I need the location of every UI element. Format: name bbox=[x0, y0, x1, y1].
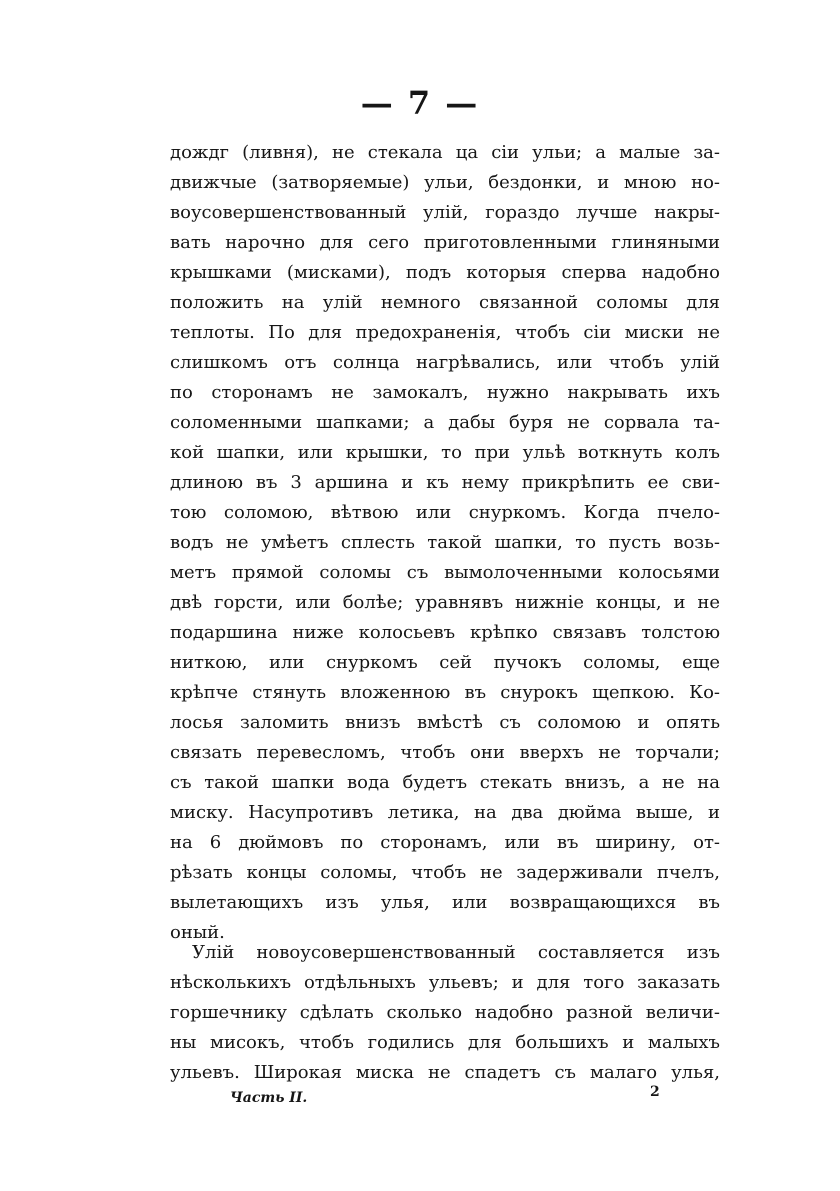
text-line: миску. Насупротивъ летика, на два дюйма выше, и bbox=[170, 802, 720, 823]
text-line: оный. bbox=[170, 922, 225, 943]
text-line: рѣзать концы соломы, чтобъ не задерживали пчелъ, bbox=[170, 862, 720, 883]
text-line: съ такой шапки вода будетъ стекать внизъ, а не на bbox=[170, 772, 720, 793]
text-line: водъ не умѣетъ сплесть такой шапки, то пусть возь- bbox=[170, 532, 720, 553]
text-line: воусовершенствованный улій, гораздо лучше накры- bbox=[170, 202, 720, 223]
text-line: ны мисокъ, чтобъ годились для большихъ и малыхъ bbox=[170, 1032, 720, 1053]
page-number: — 7 — bbox=[360, 84, 480, 122]
paragraph-1 bbox=[170, 138, 720, 948]
text-line: тою соломою, вѣтвою или снуркомъ. Когда пчело- bbox=[170, 502, 720, 523]
text-line: движчые (затворяемые) ульи, бездонки, и мною но- bbox=[170, 172, 720, 193]
text-line: вылетающихъ изъ улья, или возвращающихся въ bbox=[170, 892, 720, 913]
text-line: ниткою, или снуркомъ сей пучокъ соломы, еще bbox=[170, 652, 720, 673]
text-line: на 6 дюймовъ по сторонамъ, или въ ширину, от- bbox=[170, 832, 720, 853]
text-line: крѣпче стянуть вложенною въ снурокъ щепкою. Ко- bbox=[170, 682, 720, 703]
text-line: Улій новоусовершенствованный составляется изъ bbox=[192, 942, 720, 963]
text-line: длиною въ 3 аршина и къ нему прикрѣпить ее сви- bbox=[170, 472, 720, 493]
text-line: ульевъ. Широкая миска не спадетъ съ малаго улья, bbox=[170, 1062, 720, 1083]
text-line: соломенными шапками; а дабы буря не сорвала та- bbox=[170, 412, 720, 433]
text-line: горшечнику сдѣлать сколько надобно разной величи- bbox=[170, 1002, 720, 1023]
folio-number: 2 bbox=[650, 1084, 660, 1100]
text-line: вать нарочно для сего приготовленными глиняными bbox=[170, 232, 720, 253]
text-line: крышками (мисками), подъ которыя сперва надобно bbox=[170, 262, 720, 283]
text-line: по сторонамъ не замокалъ, нужно накрывать ихъ bbox=[170, 382, 720, 403]
text-line: двѣ горсти, или болѣе; уравнявъ нижніе концы, и не bbox=[170, 592, 720, 613]
text-line: теплоты. По для предохраненія, чтобъ сіи миски не bbox=[170, 322, 720, 343]
text-line: нѣсколькихъ отдѣльныхъ ульевъ; и для того заказать bbox=[170, 972, 720, 993]
text-line: положить на улій немного связанной соломы для bbox=[170, 292, 720, 313]
text-line: кой шапки, или крышки, то при ульѣ воткнуть колъ bbox=[170, 442, 720, 463]
text-line: связать перевесломъ, чтобъ они вверхъ не торчали; bbox=[170, 742, 720, 763]
text-line: подаршина ниже колосьевъ крѣпко связавъ толстою bbox=[170, 622, 720, 643]
text-line: метъ прямой соломы съ вымолоченными колосьями bbox=[170, 562, 720, 583]
text-line: дождг (ливня), не стекала ца сiи ульи; а малые за- bbox=[170, 142, 720, 163]
signature-mark: Часть II. bbox=[230, 1090, 308, 1106]
text-line: слишкомъ отъ солнца нагрѣвались, или чтобъ улій bbox=[170, 352, 720, 373]
paragraph-2 bbox=[170, 938, 720, 1088]
text-line: лосья заломить внизъ вмѣстѣ съ соломою и опять bbox=[170, 712, 720, 733]
